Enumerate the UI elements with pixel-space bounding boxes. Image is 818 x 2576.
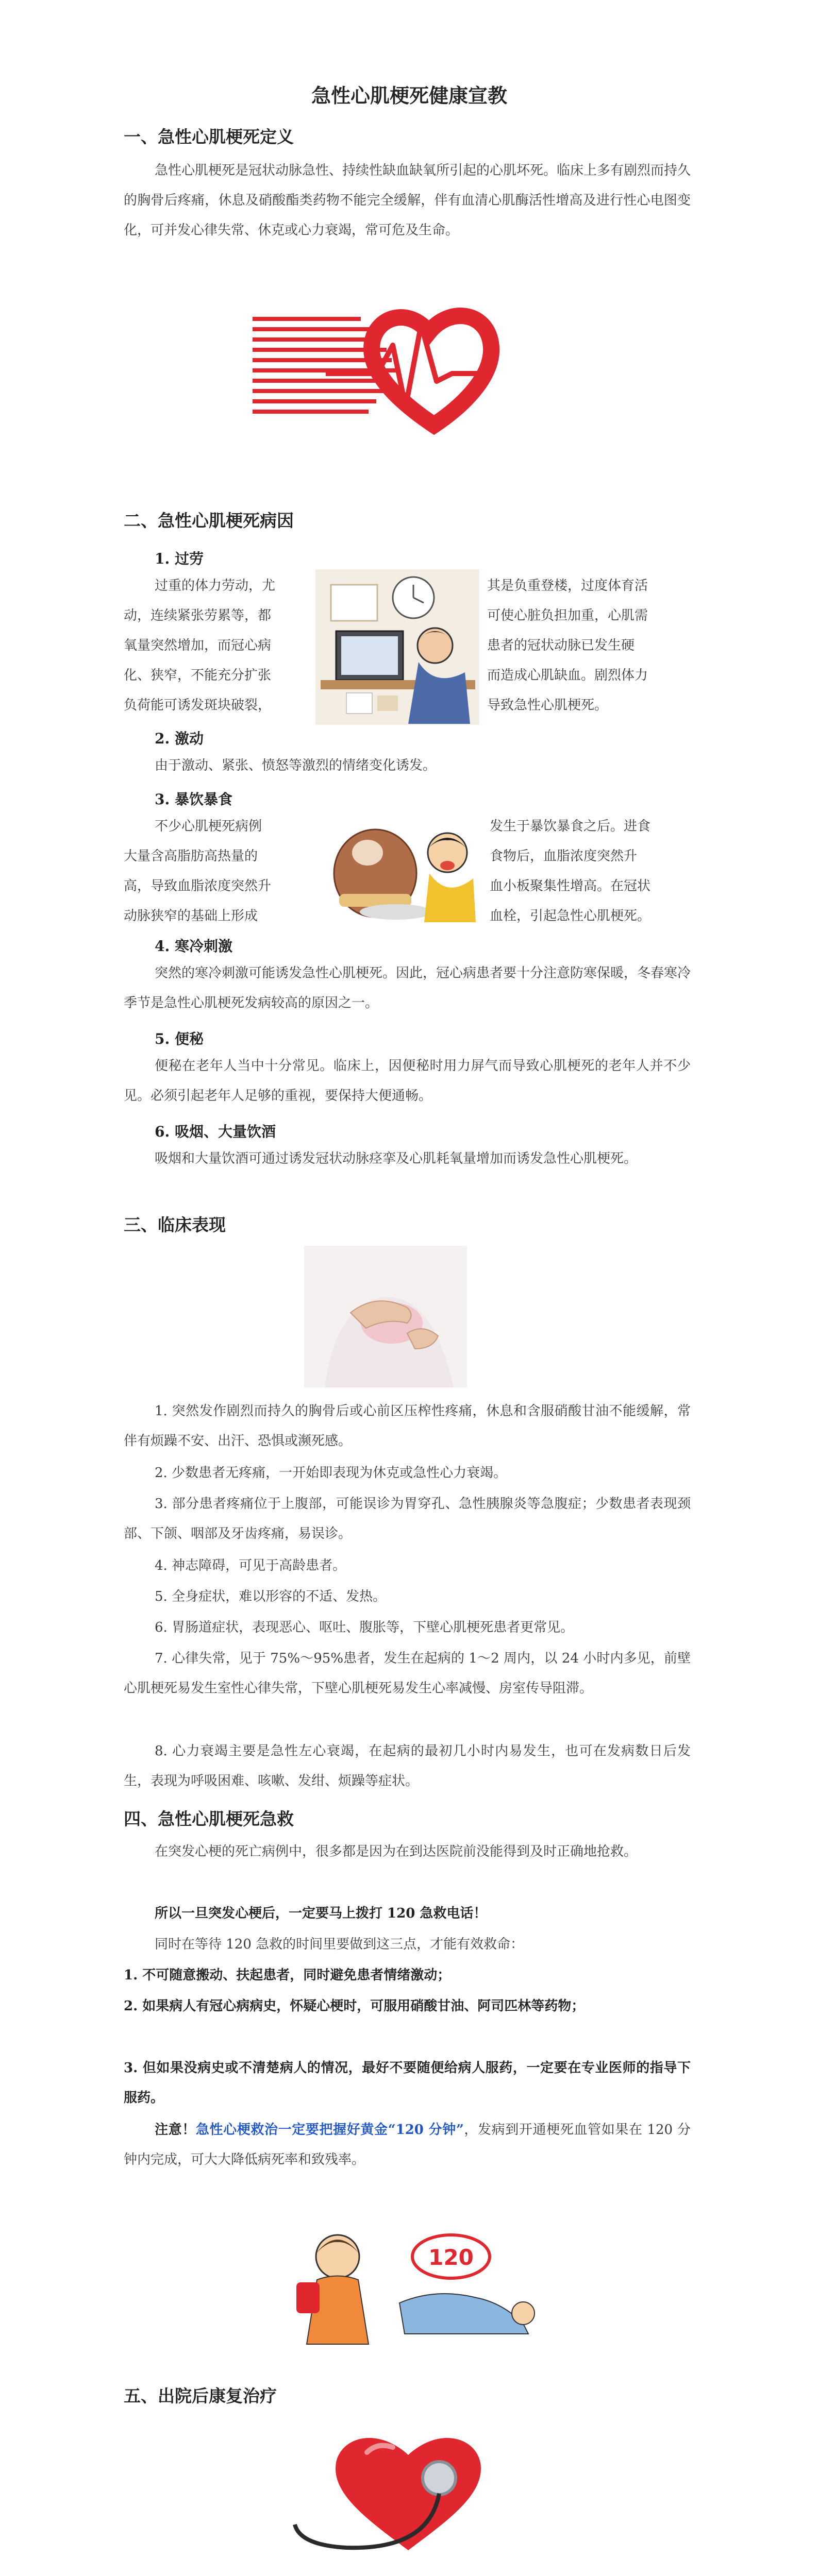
cause1-left-line-3: 氧量突然增加，而冠心病 — [124, 638, 272, 653]
golden-time-highlight: 急性心梗救治一定要把握好黄金“120 分钟” — [195, 2122, 464, 2138]
cause1-right-line-1: 其是负重登楼，过度体育活 — [487, 578, 648, 594]
symptom-item-5: 5. 全身症状，难以形容的不适、发热。 — [155, 1589, 387, 1604]
cause4-paragraph: 突然的寒冷刺激可能诱发急性心肌梗死。因此，冠心病患者要十分注意防寒保暖，冬春寒冷季节是急性心肌梗死发病较高的原因之一。 — [124, 965, 691, 1011]
overeating-cartoon-image — [319, 817, 481, 922]
cause5-paragraph: 便秘在老年人当中十分常见。临床上，因便秘时用力屏气而导致心肌梗死的老年人并不少见。必须引起老年人足够的重视，要保持大便通畅。 — [124, 1058, 691, 1104]
cause1-left-line-5: 负荷能可诱发斑块破裂， — [124, 698, 272, 713]
section-heading-rehab: 五、出院后康复治疗 — [124, 2386, 277, 2406]
section-heading-first-aid: 四、急性心肌梗死急救 — [124, 1809, 294, 1829]
cause-title-constipation: 5. 便秘 — [155, 1030, 204, 1047]
emergency-call-cartoon-image — [281, 2200, 541, 2354]
cause3-left-line-3: 高，导致血脂浓度突然升 — [124, 878, 272, 894]
first-aid-point-1: 1. 不可随意搬动、扶起患者，同时避免患者情绪激动； — [124, 1968, 451, 1983]
section-heading-definition: 一、急性心肌梗死定义 — [124, 127, 294, 147]
120-sign-text: 120 — [428, 2245, 474, 2270]
cause-title-overwork: 1. 过劳 — [155, 550, 204, 567]
symptom-item-6: 6. 胃肠道症状，表现恶心、呕吐、腹胀等，下壁心肌梗死患者更常见。 — [155, 1620, 574, 1635]
cause1-right-line-4: 而造成心肌缺血。剧烈体力 — [487, 668, 648, 683]
cause3-right-line-1: 发生于暴饮暴食之后。进食 — [490, 819, 651, 834]
symptom-item-2: 2. 少数患者无疼痛，一开始即表现为休克或急性心力衰竭。 — [155, 1465, 507, 1481]
cause3-right-line-4: 血栓，引起急性心肌梗死。 — [490, 908, 651, 924]
note-label: 注意！ — [155, 2122, 196, 2138]
heart-ecg-logo-image — [248, 296, 540, 435]
cause3-right-line-2: 食物后，血脂浓度突然升 — [490, 849, 638, 864]
cause1-left-line-1: 过重的体力劳动，尤 — [155, 578, 276, 594]
three-points-intro: 同时在等待 120 急救的时间里要做到这三点，才能有效救命： — [155, 1937, 524, 1952]
cause-title-cold: 4. 寒冷刺激 — [155, 938, 232, 955]
symptom-item-1: 1. 突然发作剧烈而持久的胸骨后或心前区压榨性疼痛，休息和含服硝酸甘油不能缓解，常伴有烦躁不安、出汗、恐惧或濒死感。 — [124, 1403, 691, 1449]
symptom-item-7: 7. 心律失常，见于 75%～95%患者，发生在起病的 1～2 周内，以 24 小时内多见，前壁心肌梗死易发生室性心律失常，下壁心肌梗死易发生心率减慢、房室传导阻滞。 — [124, 1651, 691, 1696]
golden-time-rest: ，发病到开通梗死血管如果在 120 分钟内完成，可大大降低病死率和致残率。 — [124, 2122, 691, 2167]
cause1-left-line-2: 动，连续紧张劳累等，都 — [124, 608, 272, 623]
cause1-right-line-3: 患者的冠状动脉已发生硬 — [487, 638, 635, 653]
cause3-right-line-3: 血小板聚集性增高。在冠状 — [490, 878, 651, 894]
section-heading-symptoms: 三、临床表现 — [124, 1215, 226, 1235]
cause-title-overeating: 3. 暴饮暴食 — [155, 791, 232, 808]
symptom-item-3: 3. 部分患者疼痛位于上腹部，可能误诊为胃穿孔、急性胰腺炎等急腹症；少数患者表现颈部、下颌、咽部及牙齿疼痛，易误诊。 — [124, 1496, 691, 1541]
cause1-right-line-5: 导致急性心肌梗死。 — [487, 698, 608, 713]
symptom-item-4: 4. 神志障碍，可见于高龄患者。 — [155, 1558, 346, 1573]
first-aid-point-2: 2. 如果病人有冠心病病史，怀疑心梗时，可服用硝酸甘油、阿司匹林等药物； — [124, 1998, 585, 2014]
chest-pain-photo — [304, 1246, 467, 1387]
symptom-item-8: 8. 心力衰竭主要是急性左心衰竭，在起病的最初几小时内易发生，也可在发病数日后发生，表现为呼吸困难、咳嗽、发绀、烦躁等症状。 — [124, 1743, 691, 1789]
golden-time-note — [124, 2115, 691, 2175]
cause6-paragraph: 吸烟和大量饮酒可通过诱发冠状动脉痉挛及心肌耗氧量增加而诱发急性心肌梗死。 — [155, 1151, 638, 1166]
heart-stethoscope-image — [285, 2416, 532, 2561]
call-120-line: 所以一旦突发心梗后，一定要马上拨打 120 急救电话！ — [155, 1906, 487, 1921]
cause-title-agitation: 2. 激动 — [155, 730, 204, 747]
first-aid-point-3: 3. 但如果没病史或不清楚病人的情况，最好不要随便给病人服药，一定要在专业医师的指导下服药。 — [124, 2060, 691, 2106]
first-aid-intro: 在突发心梗的死亡病例中，很多都是因为在到达医院前没能得到及时正确地抢救。 — [155, 1844, 638, 1859]
cause3-left-line-4: 动脉狭窄的基础上形成 — [124, 908, 258, 924]
cause-title-smoking: 6. 吸烟、大量饮酒 — [155, 1123, 276, 1140]
cause2-paragraph: 由于激动、紧张、愤怒等激烈的情绪变化诱发。 — [155, 758, 437, 773]
definition-paragraph: 急性心肌梗死是冠状动脉急性、持续性缺血缺氧所引起的心肌坏死。临床上多有剧烈而持久的胸骨后疼痛，休息及硝酸酯类药物不能完全缓解，伴有血清心肌酶活性增高及进行性心电图变化，可并发心律失常、休克或心力衰竭，常可危及生命。 — [124, 163, 691, 238]
document-title: 急性心肌梗死健康宣教 — [311, 84, 507, 107]
cause3-left-line-2: 大量含高脂肪高热量的 — [124, 849, 258, 864]
cause1-right-line-2: 可使心脏负担加重，心肌需 — [487, 608, 648, 623]
section-heading-causes: 二、急性心肌梗死病因 — [124, 511, 294, 531]
cause1-left-line-4: 化、狭窄，不能充分扩张 — [124, 668, 272, 683]
cause3-left-line-1: 不少心肌梗死病例 — [155, 819, 262, 834]
overworked-office-worker-image — [315, 569, 479, 725]
